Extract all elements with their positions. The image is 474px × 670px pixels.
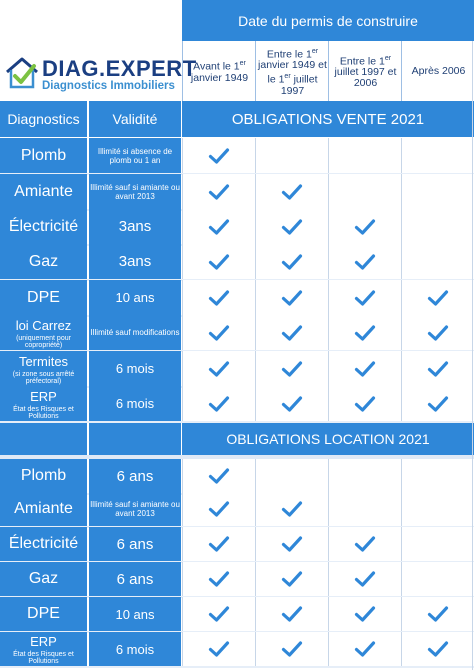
validity-cell: 6 mois [89, 386, 181, 421]
check-icon [208, 183, 230, 201]
obligation-cell [255, 459, 328, 493]
validity-cell: 6 ans [89, 459, 181, 493]
obligation-cell [255, 562, 328, 596]
diagnostic-name: DPE [27, 605, 60, 622]
period-header-2: Entre le 1er janvier 1949 et le 1er juillet 1997 [255, 41, 329, 101]
check-icon [354, 253, 376, 271]
row-divider [0, 666, 474, 668]
diagnostic-name-cell [0, 244, 87, 279]
obligation-cell [182, 527, 255, 561]
diagnostic-name-cell [0, 174, 87, 209]
check-icon [354, 218, 376, 236]
rental-header-left [0, 423, 87, 455]
obligation-cell [328, 527, 401, 561]
obligation-cell [255, 174, 328, 209]
table-row [0, 597, 474, 631]
diagnostic-name-cell [0, 459, 87, 493]
diagnostic-name: Gaz [28, 570, 59, 587]
diagnostic-name: Amiante [14, 182, 73, 200]
obligation-cell [255, 351, 328, 386]
diagnostic-note: (si zone sous arrêté préfectoral) [12, 370, 75, 385]
brand-name: DIAG.EXPERT [42, 56, 197, 81]
diagnostic-name-cell [0, 351, 87, 386]
obligation-cell [328, 459, 401, 493]
obligation-cell [182, 174, 255, 209]
brand-logo [4, 54, 197, 96]
diagnostic-name-cell [0, 386, 87, 421]
validity-cell: Illimité sauf si amiante ou avant 2013 [89, 492, 181, 526]
diagnostic-name: Amiante [14, 500, 73, 517]
diagnostic-name: Gaz [28, 252, 59, 270]
diagnostic-note: État des Risques et Pollutions [13, 651, 74, 665]
diagnostic-name: Électricité [8, 535, 79, 552]
diagnostic-name: Plomb [20, 146, 67, 164]
check-icon [208, 395, 230, 413]
table-row [0, 315, 474, 350]
obligation-cell [182, 597, 255, 631]
check-icon [281, 253, 303, 271]
diagnostic-name-cell [0, 138, 87, 173]
obligation-cell [328, 562, 401, 596]
check-icon [208, 218, 230, 236]
validity-cell: 6 ans [89, 562, 181, 596]
sale-section-title: OBLIGATIONS VENTE 2021 [182, 101, 474, 137]
table-row [0, 492, 474, 526]
check-icon [427, 395, 449, 413]
diagnostic-name: DPE [27, 288, 60, 306]
obligation-cell [182, 209, 255, 244]
diagnostic-name-cell [0, 527, 87, 561]
diagnostic-name-cell [0, 597, 87, 631]
validity-cell: Illimité sauf modifications [89, 315, 181, 350]
obligation-cell [182, 244, 255, 279]
validity-cell: Illimité si absence de plomb ou 1 an [89, 138, 181, 173]
obligation-cell [182, 138, 255, 173]
period-header-3: Entre le 1er juillet 1997 et 2006 [328, 41, 402, 101]
check-icon [427, 289, 449, 307]
check-icon [281, 395, 303, 413]
obligation-cell [328, 386, 401, 421]
table-row [0, 562, 474, 596]
check-icon [281, 183, 303, 201]
obligation-cell [401, 280, 474, 315]
obligation-cell [328, 597, 401, 631]
obligation-cell [401, 174, 474, 209]
obligation-cell [401, 562, 474, 596]
obligation-cell [255, 138, 328, 173]
obligation-cell [401, 386, 474, 421]
obligation-cell [182, 315, 255, 350]
check-icon [427, 605, 449, 623]
check-icon [208, 570, 230, 588]
obligation-cell [328, 632, 401, 666]
obligation-cell [255, 244, 328, 279]
check-icon [354, 640, 376, 658]
check-icon [281, 605, 303, 623]
diagnostic-name: loi Carrez [15, 317, 72, 333]
obligation-cell [182, 492, 255, 526]
check-icon [427, 360, 449, 378]
obligation-cell [255, 315, 328, 350]
table-row [0, 209, 474, 244]
obligation-cell [182, 562, 255, 596]
rental-header-mid [89, 423, 181, 455]
obligation-cell [182, 351, 255, 386]
obligation-cell [328, 351, 401, 386]
check-icon [354, 289, 376, 307]
diagnostic-name: ERP [30, 388, 57, 404]
check-icon [208, 360, 230, 378]
period-header-4: Après 2006 [401, 41, 474, 101]
obligation-cell [328, 280, 401, 315]
obligation-cell [401, 459, 474, 493]
house-check-logo-icon [4, 54, 40, 90]
check-icon [354, 535, 376, 553]
validity-column-header: Validité [89, 101, 181, 137]
obligation-cell [401, 351, 474, 386]
obligation-cell [182, 632, 255, 666]
validity-cell: 6 mois [89, 351, 181, 386]
validity-cell: 10 ans [89, 597, 181, 631]
check-icon [208, 147, 230, 165]
check-icon [427, 640, 449, 658]
permit-date-header: Date du permis de construire [182, 0, 474, 41]
check-icon [208, 289, 230, 307]
obligation-cell [328, 138, 401, 173]
check-icon [281, 324, 303, 342]
check-icon [281, 500, 303, 518]
table-row [0, 138, 474, 173]
check-icon [281, 218, 303, 236]
diagnostic-note: (uniquement pour copropriété) [16, 334, 71, 349]
obligation-cell [401, 597, 474, 631]
obligation-cell [255, 492, 328, 526]
diagnostic-note: État des Risques et Pollutions [13, 405, 74, 420]
period-header-1: Avant le 1er janvier 1949 [182, 41, 256, 101]
obligation-cell [182, 386, 255, 421]
obligation-cell [182, 280, 255, 315]
check-icon [208, 500, 230, 518]
validity-cell: Illimité sauf si amiante ou avant 2013 [89, 174, 181, 209]
check-icon [354, 324, 376, 342]
table-row [0, 527, 474, 561]
check-icon [208, 253, 230, 271]
obligation-cell [401, 632, 474, 666]
diagnostic-name: ERP [30, 634, 57, 649]
obligation-cell [401, 492, 474, 526]
table-row [0, 386, 474, 421]
table-row [0, 174, 474, 209]
check-icon [281, 289, 303, 307]
obligation-cell [401, 209, 474, 244]
obligation-cell [255, 632, 328, 666]
validity-cell: 3ans [89, 244, 181, 279]
obligation-cell [255, 597, 328, 631]
diagnostic-name-cell [0, 280, 87, 315]
obligation-cell [255, 209, 328, 244]
diagnostic-name-cell [0, 209, 87, 244]
obligation-cell [328, 209, 401, 244]
obligation-cell [328, 244, 401, 279]
diagnostic-name: Plomb [20, 467, 67, 484]
check-icon [281, 570, 303, 588]
check-icon [427, 324, 449, 342]
check-icon [354, 395, 376, 413]
diagnostic-name: Termites [18, 353, 69, 369]
check-icon [281, 360, 303, 378]
check-icon [281, 535, 303, 553]
obligation-cell [255, 527, 328, 561]
rental-section-title: OBLIGATIONS LOCATION 2021 [182, 423, 474, 455]
check-icon [208, 605, 230, 623]
diagnostic-name-cell [0, 492, 87, 526]
validity-cell: 6 mois [89, 632, 181, 666]
validity-cell: 3ans [89, 209, 181, 244]
obligation-cell [328, 174, 401, 209]
obligation-cell [328, 315, 401, 350]
check-icon [208, 640, 230, 658]
table-row [0, 280, 474, 315]
check-icon [354, 360, 376, 378]
check-icon [354, 605, 376, 623]
table-row [0, 244, 474, 279]
validity-cell: 6 ans [89, 527, 181, 561]
check-icon [208, 535, 230, 553]
obligation-cell [401, 244, 474, 279]
table-row [0, 351, 474, 386]
obligation-cell [255, 280, 328, 315]
check-icon [208, 467, 230, 485]
obligation-cell [328, 492, 401, 526]
obligation-cell [182, 459, 255, 493]
check-icon [281, 640, 303, 658]
diagnostic-name: Électricité [8, 217, 79, 235]
obligation-cell [401, 138, 474, 173]
diagnostic-name-cell [0, 562, 87, 596]
check-icon [208, 324, 230, 342]
diagnostics-column-header: Diagnostics [0, 101, 87, 137]
obligation-cell [401, 315, 474, 350]
obligation-cell [401, 527, 474, 561]
diagnostic-name-cell [0, 632, 87, 666]
validity-cell: 10 ans [89, 280, 181, 315]
obligation-cell [255, 386, 328, 421]
table-row [0, 632, 474, 666]
check-icon [354, 570, 376, 588]
diagnostic-name-cell [0, 315, 87, 350]
brand-tagline: Diagnostics Immobiliers [42, 80, 175, 92]
table-row [0, 459, 474, 493]
